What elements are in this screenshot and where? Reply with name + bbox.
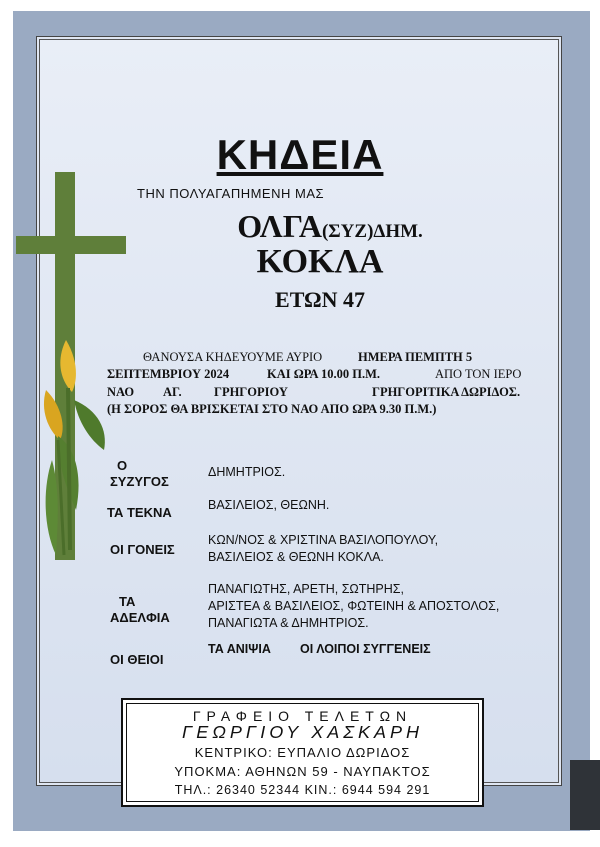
deceased-surname: ΚΟΚΛΑ <box>256 243 384 280</box>
para-line-2a: ΣΕΠΤΕΜΒΡΙΟΥ 2024 <box>107 367 230 381</box>
dear-line: ΤΗΝ ΠΟΛΥΑΓΑΠΗΜΕΝΗ ΜΑΣ <box>137 186 325 201</box>
office-owner: ΓΕΩΡΓΙΟΥ ΧΑΣΚΑΡΗ <box>181 722 424 742</box>
office-heading: ΓΡΑΦΕΙΟ ΤΕΛΕΤΩΝ <box>192 708 413 724</box>
para-line-3b: ΑΓ. <box>163 385 182 399</box>
children-value: ΒΑΣΙΛΕΙΟΣ, ΘΕΩΝΗ. <box>208 498 330 512</box>
parents-label: ΟΙ ΓΟΝΕΙΣ <box>110 542 175 557</box>
siblings-value-1: ΠΑΝΑΓΙΩΤΗΣ, ΑΡΕΤΗ, ΣΩΤΗΡΗΣ, <box>208 582 404 596</box>
para-line-2b: ΚΑΙ ΩΡΑ 10.00 Π.Μ. <box>267 367 381 381</box>
parents-value-1: ΚΩΝ/ΝΟΣ & ΧΡΙΣΤΙΝΑ ΒΑΣΙΛΟΠΟΥΛΟΥ, <box>208 533 439 547</box>
calla-lily-icon <box>38 340 118 560</box>
para-line-4: (Η ΣΟΡΟΣ ΘΑ ΒΡΙΣΚΕΤΑΙ ΣΤΟ ΝΑΟ ΑΠΟ ΩΡΑ 9.30 Π.Μ.) <box>107 402 437 416</box>
para-line-3c: ΓΡΗΓΟΡΙΟΥ <box>214 385 288 399</box>
spouse-abbrev: (ΣΥΖ) <box>321 221 374 242</box>
scan-edge-shadow <box>570 760 600 830</box>
para-line-3a: ΝΑΟ <box>107 385 135 399</box>
siblings-value-2: ΑΡΙΣΤΕΑ & ΒΑΣΙΛΕΙΟΣ, ΦΩΤΕΙΝΗ & ΑΠΟΣΤΟΛΟΣ, <box>208 599 500 613</box>
children-label: ΤΑ ΤΕΚΝΑ <box>107 505 172 520</box>
para-line-2c: ΑΠΟ ΤΟΝ ΙΕΡΟ <box>435 367 522 381</box>
deceased-age: ΕΤΩΝ 47 <box>275 287 365 312</box>
para-line-3d: ΓΡΗΓΟΡΙΤΙΚΑ ΔΩΡΙΔΟΣ. <box>372 385 521 399</box>
para-line-1b: ΗΜΕΡΑ ΠΕΜΠΤΗ 5 <box>358 350 473 364</box>
siblings-label-2: ΑΔΕΛΦΙΑ <box>110 610 170 625</box>
deceased-first-name <box>0 208 600 245</box>
siblings-label-1: ΤΑ <box>119 594 136 609</box>
office-hq: ΚΕΝΤΡΙΚΟ: ΕΥΠΑΛΙΟ ΔΩΡΙΔΟΣ <box>194 745 411 760</box>
relatives-value: ΟΙ ΛΟΙΠΟΙ ΣΥΓΓΕΝΕΙΣ <box>300 642 431 656</box>
office-phone: ΤΗΛ.: 26340 52344 ΚΙΝ.: 6944 594 291 <box>174 783 431 797</box>
first-name: ΟΛΓΑ <box>237 208 322 244</box>
parents-value-2: ΒΑΣΙΛΕΙΟΣ & ΘΕΩΝΗ ΚΟΚΛΑ. <box>208 550 384 564</box>
spouse-label-1: Ο <box>117 458 128 473</box>
uncles-label: ΟΙ ΘΕΙΟΙ <box>110 652 164 667</box>
nephews-value: ΤΑ ΑΝΙΨΙΑ <box>208 642 271 656</box>
funeral-office-box <box>121 698 484 807</box>
siblings-value-3: ΠΑΝΑΓΙΩΤΑ & ΔΗΜΗΤΡΙΟΣ. <box>208 616 369 630</box>
spouse-name: ΔΗΜ. <box>373 221 423 242</box>
notice-title: ΚΗΔΕΙΑ <box>216 131 384 178</box>
para-line-1: ΘΑΝΟΥΣΑ ΚΗΔΕΥΟΥΜΕ ΑΥΡΙΟ <box>143 350 323 364</box>
office-branch: ΥΠΟΚΜΑ: ΑΘΗΝΩΝ 59 - ΝΑΥΠΑΚΤΟΣ <box>174 764 431 779</box>
spouse-value: ΔΗΜΗΤΡΙΟΣ. <box>208 465 286 479</box>
spouse-label-2: ΣΥΖΥΓΟΣ <box>110 474 169 489</box>
